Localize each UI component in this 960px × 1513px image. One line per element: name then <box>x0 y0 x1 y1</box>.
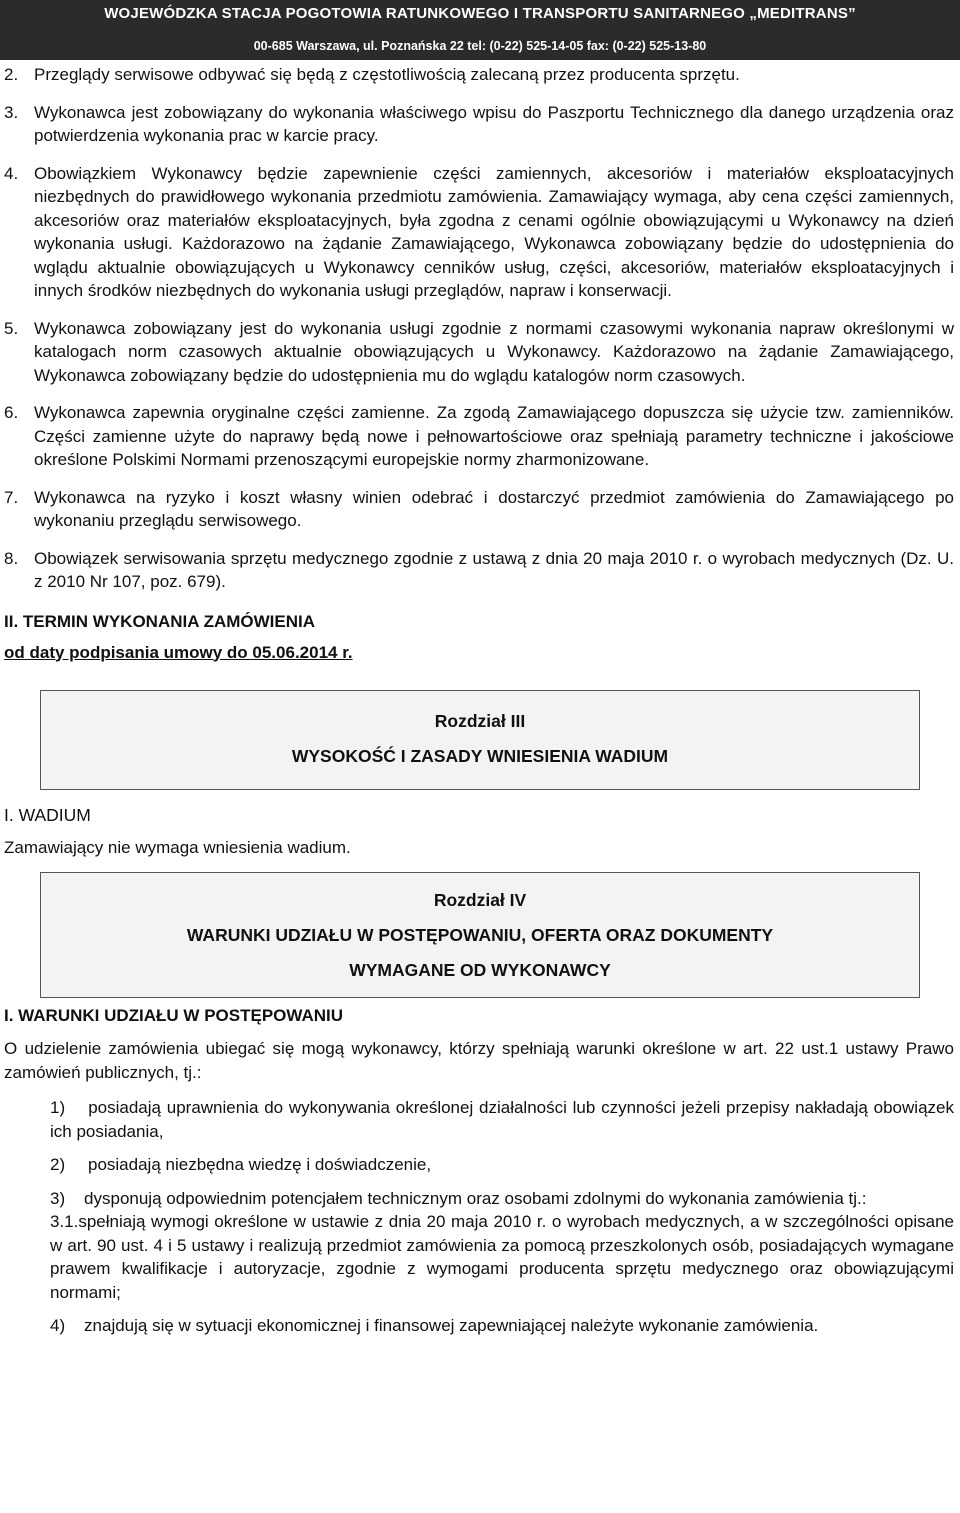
condition-text: dysponują odpowiednim potencjałem technicznym oraz osobami zdolnymi do wykonania zamówienia tj.: <box>84 1188 867 1208</box>
chapter-3-title: WYSOKOŚĆ I ZASADY WNIESIENIA WADIUM <box>291 745 669 766</box>
item-number: 5. <box>4 318 19 338</box>
wadium-heading: I. WADIUM <box>4 804 91 825</box>
chapter-4-label: Rozdział IV <box>433 890 527 910</box>
chapter-3-box <box>40 690 920 790</box>
chapter-4-box <box>40 872 920 998</box>
item-text: Wykonawca zobowiązany jest do wykonania usługi zgodnie z normami czasowymi wykonania napraw określonymi w katalogach norm czasowych aktualnie obowiązujących u Wykonawcy. Każdorazowo na żądanie Zamawiającego, Wykonawca zobowiązany będzie do udostępnienia mu do wglądu katalogów norm czasowych. <box>34 318 954 385</box>
termin-heading: II. TERMIN WYKONANIA ZAMÓWIENIA <box>4 611 316 631</box>
condition-item <box>0 1096 960 1143</box>
condition-item <box>0 1153 960 1177</box>
warunki-heading: I. WARUNKI UDZIAŁU W POSTĘPOWANIU <box>4 1006 344 1025</box>
condition-number: 4) <box>50 1316 66 1335</box>
list-item <box>0 162 960 303</box>
termin-date: od daty podpisania umowy do 05.06.2014 r. <box>4 642 353 662</box>
item-number: 8. <box>4 548 19 568</box>
condition-text: znajdują się w sytuacji ekonomicznej i finansowej zapewniającej należyte wykonanie zamówienia. <box>84 1316 819 1335</box>
list-item <box>0 401 960 472</box>
wadium-text: Zamawiający nie wymaga wniesienia wadium. <box>4 837 351 857</box>
item-text: Wykonawca na ryzyko i koszt własny winien odebrać i dostarczyć przedmiot zamówienia do Zamawiającego po wykonaniu przeglądu serwisowego. <box>34 487 954 530</box>
item-number: 4. <box>4 163 19 183</box>
chapter-4-title-line2: WYMAGANE OD WYKONAWCY <box>349 960 611 980</box>
item-text: Obowiązkiem Wykonawcy będzie zapewnienie części zamiennych, akcesoriów i materiałów eksploatacyjnych niezbędnych do prawidłowego wykonania przedmiotu zamówienia. Zamawiający wymaga, aby cena części zamiennych, akcesoriów oraz materiałów eksploatacyjnych, była zgodna z cenami ogólnie obowiązującymi u Wykonawcy na dzień wykonania usługi. Każdorazowo na żądanie Zamawiającego, Wykonawca zobowiązany będzie do udostępnienia do wglądu aktualnie obowiązujących u Wykonawcy cenników usług, części, akcesoriów, materiałów eksploatacyjnych i innych środków niezbędnych do wykonania usługi przeglądów, napraw i konserwacji. <box>34 163 954 300</box>
item-number: 6. <box>4 403 19 422</box>
condition-number: 3) <box>50 1188 66 1208</box>
list-item <box>0 486 960 533</box>
condition-number: 1) <box>50 1098 66 1117</box>
condition-text: posiadają uprawnienia do wykonywania określonej działalności lub czynności jeżeli przepisy nakładają obowiązek ich posiadania, <box>50 1098 954 1141</box>
document-body <box>0 63 960 1338</box>
list-item <box>0 317 960 388</box>
condition-item <box>0 1187 960 1211</box>
organization-address: 00-685 Warszawa, ul. Poznańska 22 tel: (0-22) 525-14-05 fax: (0-22) 525-13-80 <box>253 39 707 53</box>
list-item <box>0 101 960 148</box>
condition-sub-item: 3.1.spełniają wymogi określone w ustawie z dnia 20 maja 2010 r. o wyrobach medycznych, a w szczególności opisane w art. 90 ust. 4 i 5 ustawy i realizują przedmiot zamówienia za pomocą przeszkolonych osób, posiadających wymagane prawem kwalifikacje i autoryzacje, zgodnie z wymogami producenta sprzętu medycznego oraz obowiązującymi normami; <box>50 1212 954 1302</box>
item-text: Obowiązek serwisowania sprzętu medycznego zgodnie z ustawą z dnia 20 maja 2010 r. o wyrobach medycznych (Dz. U. z 2010 Nr 107, poz. 679). <box>34 548 954 591</box>
chapter-4-title-line1: WARUNKI UDZIAŁU W POSTĘPOWANIU, OFERTA ORAZ DOKUMENTY <box>186 925 774 945</box>
condition-text: posiadają niezbędna wiedzę i doświadczenie, <box>88 1155 432 1174</box>
chapter-3-label: Rozdział III <box>434 710 526 731</box>
list-item <box>0 63 960 87</box>
item-text: Wykonawca jest zobowiązany do wykonania właściwego wpisu do Paszportu Technicznego dla danego urządzenia oraz potwierdzenia wykonania prac w karcie pracy. <box>34 102 954 145</box>
condition-number: 2) <box>50 1155 66 1174</box>
condition-item <box>0 1314 960 1338</box>
item-number: 2. <box>4 65 19 84</box>
item-text: Przeglądy serwisowe odbywać się będą z częstotliwością zalecaną przez producenta sprzętu. <box>34 65 740 84</box>
letterhead <box>0 0 960 60</box>
item-text: Wykonawca zapewnia oryginalne części zamienne. Za zgodą Zamawiającego dopuszcza się użycie tzw. zamienników. Części zamienne użyte do naprawy będą nowe i pełnowartościowe oraz spełniają parametry techniczne i jakościowe określone Polskimi Normami przenoszącymi europejskie normy zharmonizowane. <box>34 403 954 469</box>
organization-name: WOJEWÓDZKA STACJA POGOTOWIA RATUNKOWEGO I TRANSPORTU SANITARNEGO „MEDITRANS” <box>104 5 856 22</box>
list-item <box>0 547 960 594</box>
item-number: 3. <box>4 102 19 122</box>
item-number: 7. <box>4 487 19 507</box>
warunki-intro: O udzielenie zamówienia ubiegać się mogą wykonawcy, którzy spełniają warunki określone w art. 22 ust.1 ustawy Prawo zamówień publicznych, tj.: <box>4 1039 954 1082</box>
